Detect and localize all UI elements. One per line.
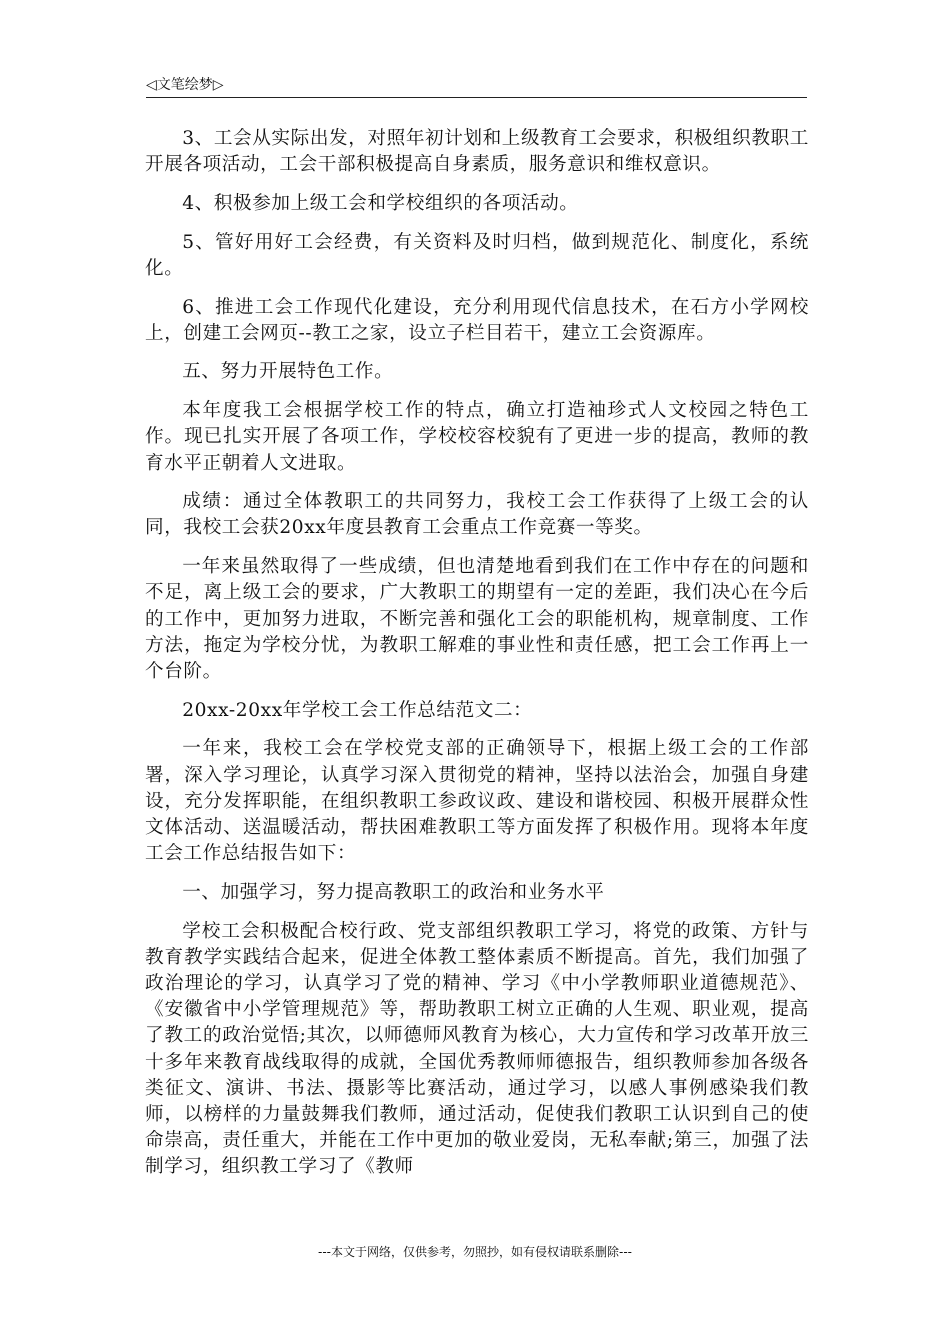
paragraph-12: 学校工会积极配合校行政、党支部组织教职工学习，将党的政策、方针与教育教学实践结合起来，促进全体教工整体素质不断提高。首先，我们加强了政治理论的学习，认真学习了党的精神、学习《中小学教师职业道德规范》、《安徽省中小学管理规范》等，帮助教职工树立正确的人生观、职业观，提高了教工的政治觉悟;其次，以师德师风教育为核心，大力宣传和学习改革开放三十多年来教育战线取得的成就，全国优秀教师师德报告，组织教师参加各级各类征文、演讲、书法、摄影等比赛活动，通过学习，以感人事例感染我们教师，以榜样的力量鼓舞我们教师，通过活动，促使我们教职工认识到自己的使命崇高，责任重大，并能在工作中更加的敬业爱岗，无私奉献;第三，加强了法制学习，组织教工学习了《教师 [145, 920, 809, 1178]
paragraph-2: 4、积极参加上级工会和学校组织的各项活动。 [182, 192, 579, 214]
page-footer-notice: ---本文于网络，仅供参考，勿照抄，如有侵权请联系删除--- [318, 1245, 632, 1259]
paragraph-6: 本年度我工会根据学校工作的特点，确立打造袖珍式人文校园之特色工作。现已扎实开展了各项工作，学校校容校貌有了更进一步的提高，教师的教育水平正朝着人文进取。 [145, 400, 809, 474]
section-heading-5: 五、努力开展特色工作。 [182, 361, 394, 383]
paragraph-8: 一年来虽然取得了一些成绩，但也清楚地看到我们在工作中存在的问题和不足，离上级工会的要求，广大教职工的期望有一定的差距，我们决心在今后的工作中，更加努力进取，不断完善和强化工会的职能机构，规章制度、工作方法，拖定为学校分忧，为教职工解难的事业性和责任感，把工会工作再上一个台阶。 [145, 556, 809, 682]
paragraph-3: 5、管好用好工会经费，有关资料及时归档，做到规范化、制度化，系统化。 [145, 231, 809, 279]
paragraph-4: 6、推进工会工作现代化建设，充分利用现代信息技术，在石方小学网校上，创建工会网页--教工之家，设立子栏目若干，建立工会资源库。 [145, 296, 809, 344]
section-title-sample-two: 20xx-20xx年学校工会工作总结范文二： [182, 699, 533, 721]
header-divider [146, 97, 807, 98]
section-heading-1: 一、加强学习，努力提高教职工的政治和业务水平 [182, 881, 605, 903]
paragraph-10: 一年来，我校工会在学校党支部的正确领导下，根据上级工会的工作部署，深入学习理论，认真学习深入贯彻党的精神，坚持以法治会，加强自身建设，充分发挥职能，在组织教职工参政议政、建设和谐校园、积极开展群众性文体活动、送温暖活动，帮扶困难教职工等方面发挥了积极作用。现将本年度工会工作总结报告如下： [145, 738, 809, 865]
paragraph-1: 3、工会从实际出发，对照年初计划和上级教育工会要求，积极组织教职工开展各项活动，工会干部积极提高自身素质，服务意识和维权意识。 [145, 128, 809, 176]
page-header [146, 76, 806, 98]
header-brand: ◁文笔绘梦▷ [146, 77, 224, 93]
document-body [145, 126, 809, 1193]
paragraph-achievement: 成绩：通过全体教职工的共同努力，我校工会工作获得了上级工会的认同，我校工会获20xx年度县教育工会重点工作竞赛一等奖。 [145, 491, 809, 539]
